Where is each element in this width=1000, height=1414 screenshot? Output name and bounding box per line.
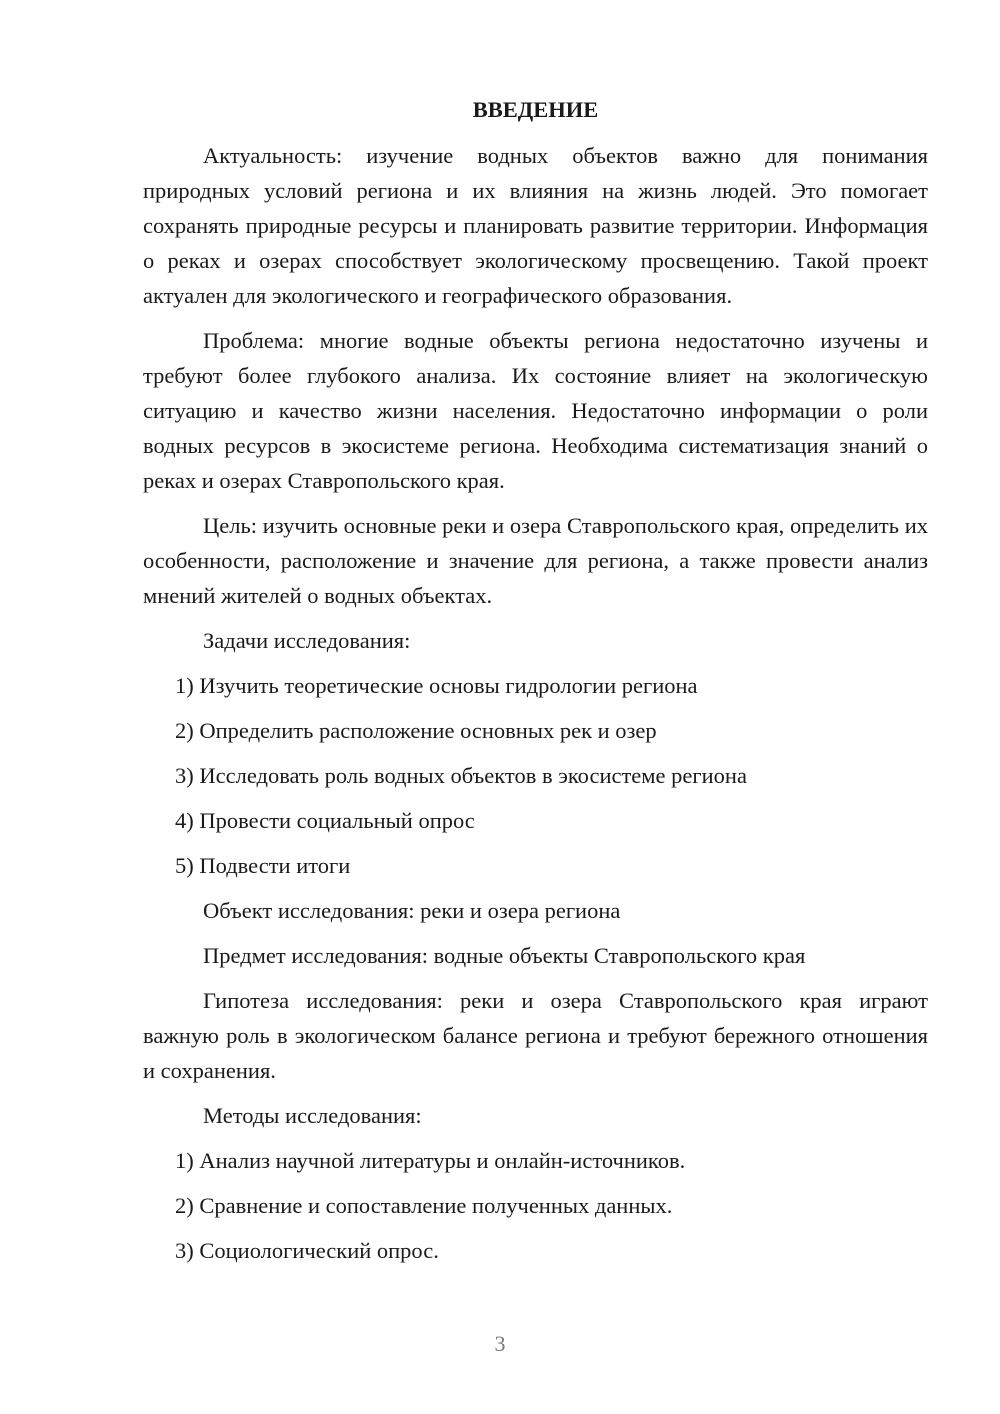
research-subject: Предмет исследования: водные объекты Ставропольского края bbox=[203, 943, 806, 968]
page-number: 3 bbox=[494, 1331, 506, 1356]
list-item: 1) Анализ научной литературы и онлайн-источников. bbox=[175, 1148, 686, 1173]
list-item: 3) Социологический опрос. bbox=[175, 1238, 439, 1263]
list-item: 1) Изучить теоретические основы гидрологии региона bbox=[175, 673, 698, 698]
paragraph-goal: Цель: изучить основные реки и озера Ставропольского края, определить их особенности, расположение и значение для региона, а также провести анализ мнений жителей о водных объектах. bbox=[143, 513, 928, 608]
list-item: 2) Определить расположение основных рек и озер bbox=[175, 718, 657, 743]
list-item: 2) Сравнение и сопоставление полученных данных. bbox=[175, 1193, 673, 1218]
tasks-heading: Задачи исследования: bbox=[203, 628, 411, 653]
tasks-list bbox=[143, 668, 928, 883]
research-hypothesis: Гипотеза исследования: реки и озера Ставропольского края играют важную роль в экологическом балансе региона и требуют бережного отношения и сохранения. bbox=[143, 988, 928, 1083]
paragraph-problem: Проблема: многие водные объекты региона недостаточно изучены и требуют более глубокого анализа. Их состояние влияет на экологическую ситуацию и качество жизни населения. Недостаточно информации о роли водных ресурсов в экосистеме региона. Необходима систематизация знаний о реках и озерах Ставропольского края. bbox=[143, 328, 928, 493]
list-item: 4) Провести социальный опрос bbox=[175, 808, 475, 833]
methods-heading: Методы исследования: bbox=[203, 1103, 422, 1128]
list-item: 5) Подвести итоги bbox=[175, 853, 351, 878]
research-object: Объект исследования: реки и озера региона bbox=[203, 898, 621, 923]
list-item: 3) Исследовать роль водных объектов в экосистеме региона bbox=[175, 763, 747, 788]
methods-list bbox=[143, 1143, 928, 1268]
page-content bbox=[143, 92, 928, 1278]
section-title: ВВЕДЕНИЕ bbox=[472, 97, 599, 122]
paragraph-relevance: Актуальность: изучение водных объектов важно для понимания природных условий региона и их влияния на жизнь людей. Это помогает сохранять природные ресурсы и планировать развитие территории. Информация о реках и озерах способствует экологическому просвещению. Такой проект актуален для экологического и географического образования. bbox=[143, 143, 928, 308]
